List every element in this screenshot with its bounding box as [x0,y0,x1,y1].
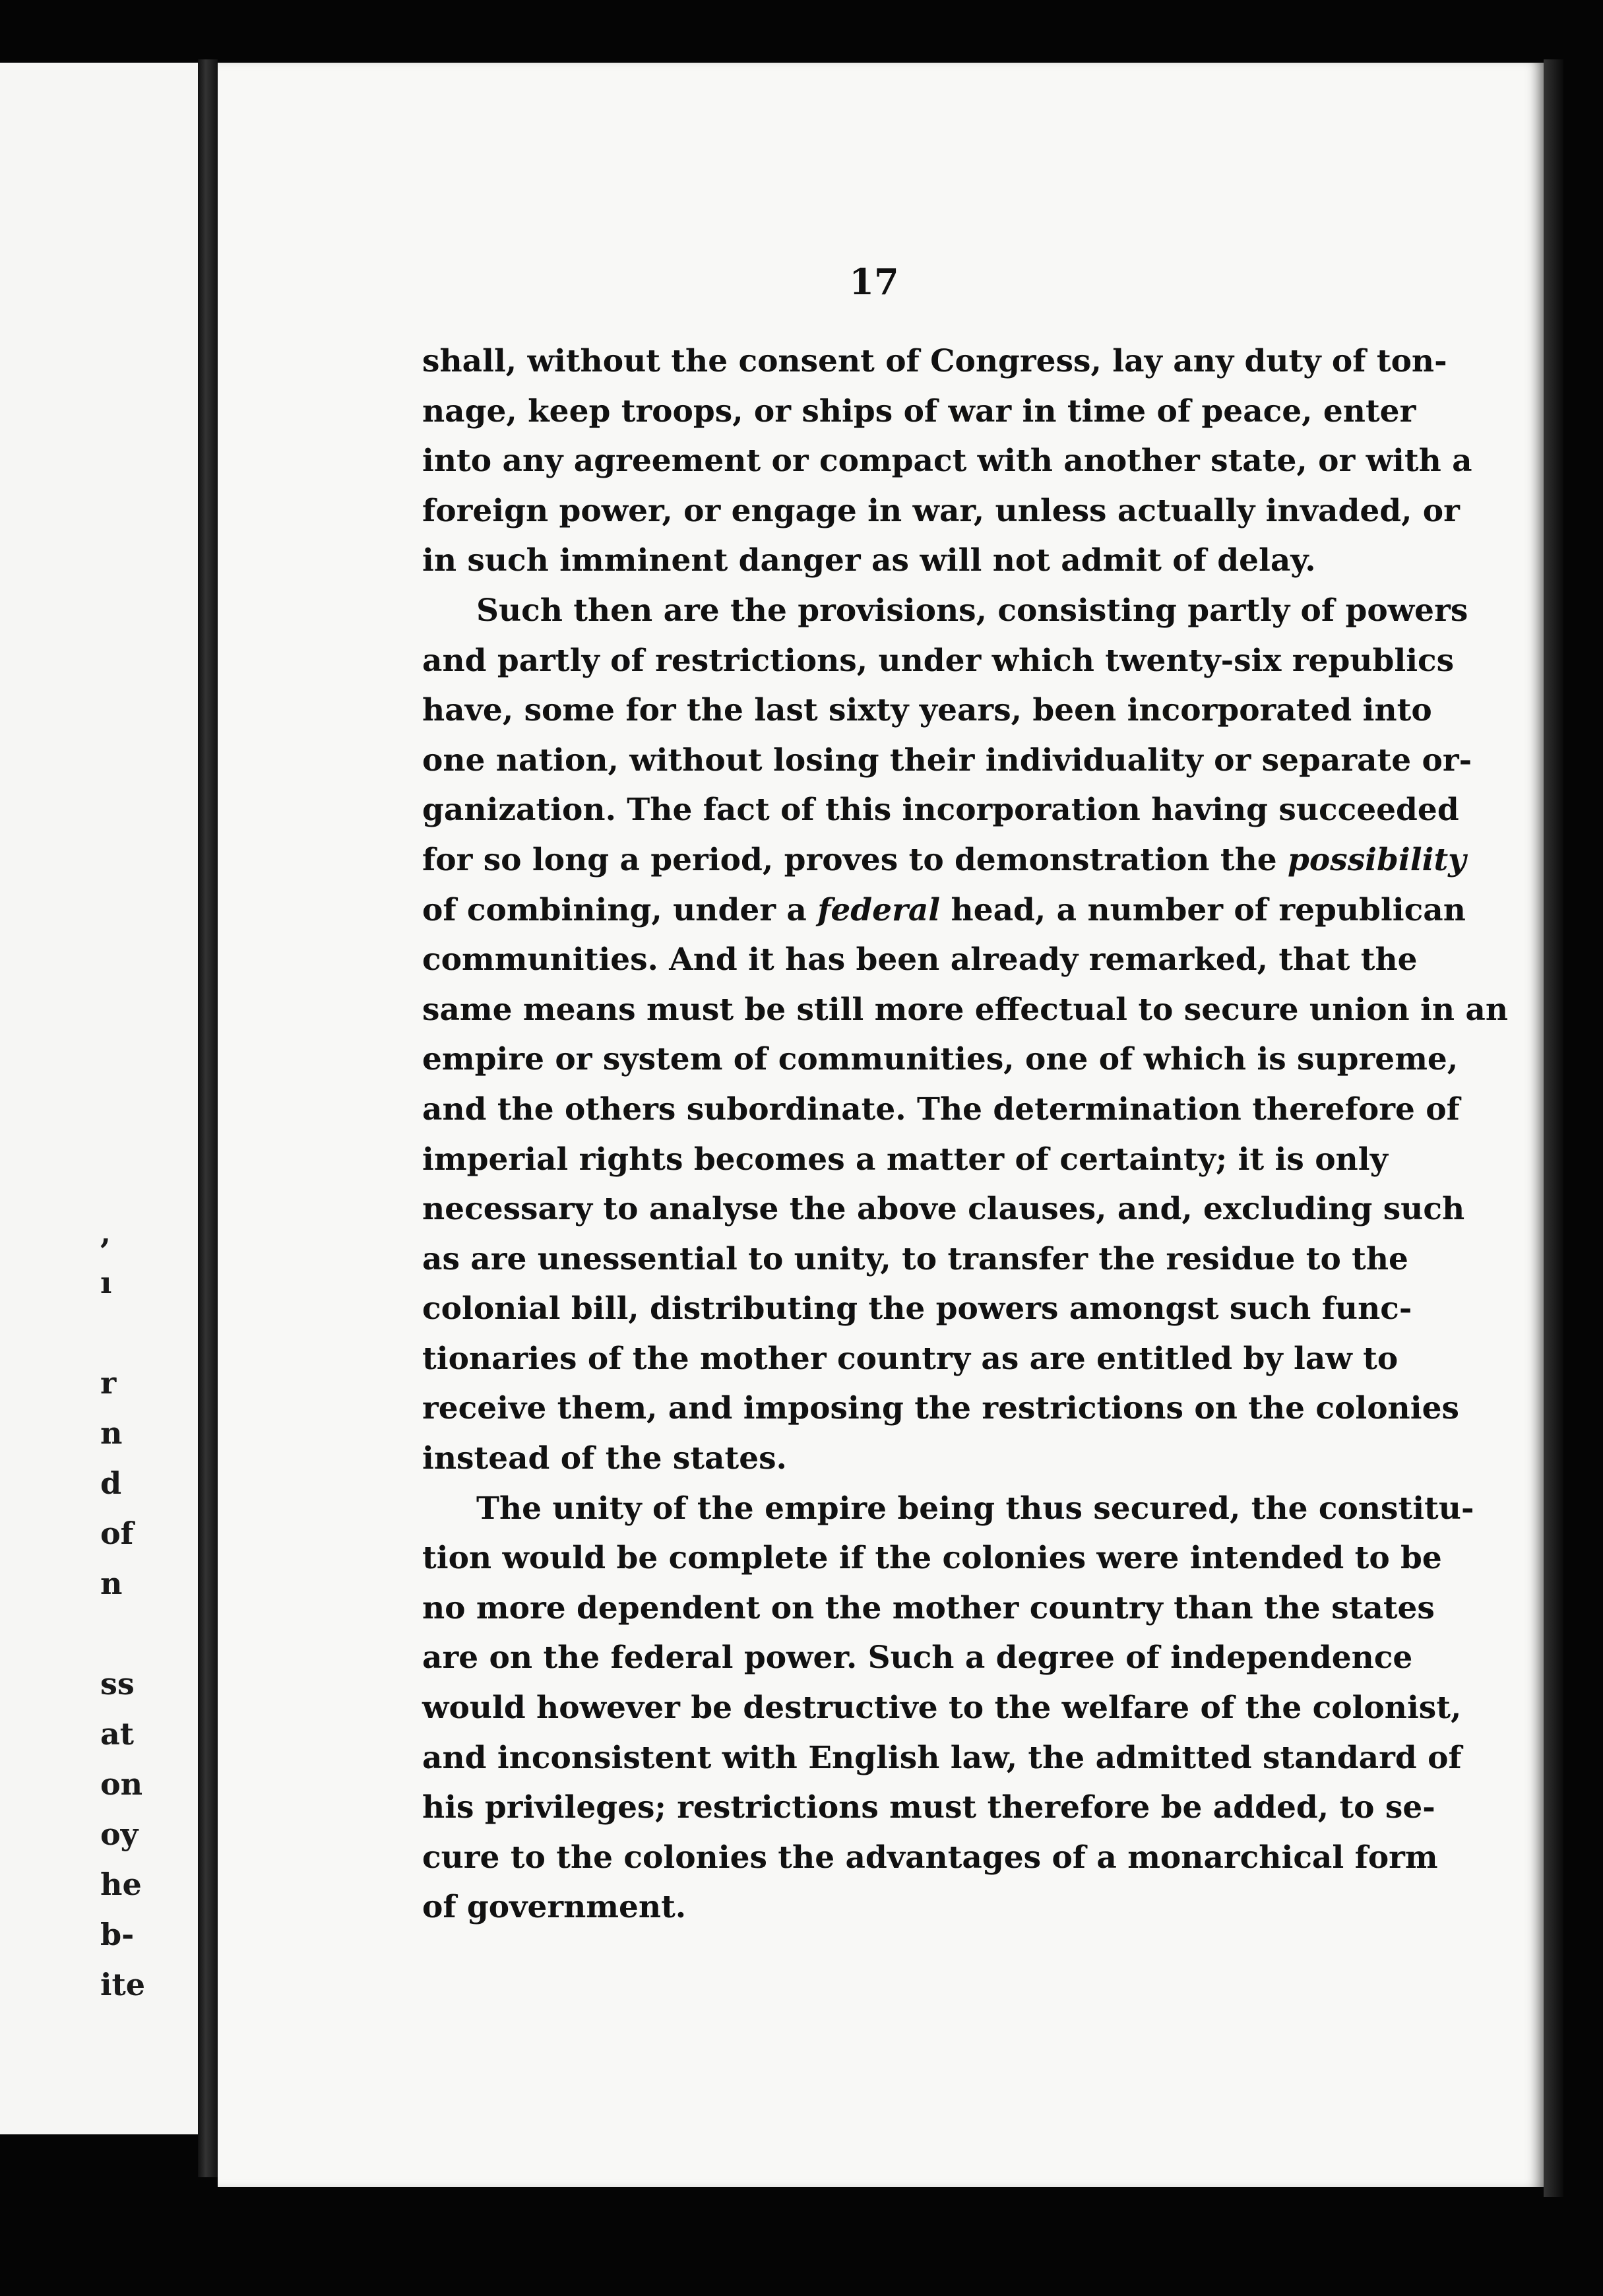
text-line: of combining, under a federal head, a number of republican [422,891,1466,928]
fragment [100,1609,179,1659]
text-line: are on the federal power. Such a degree of independence [422,1640,1413,1676]
paragraph [422,336,1472,586]
page-number: 17 [849,261,899,303]
text-line: instead of the states. [422,1440,787,1477]
text-line: as are unessential to unity, to transfer the residue to the [422,1240,1408,1277]
book-page [218,63,1544,2187]
text-line: receive them, and imposing the restrictions on the colonies [422,1390,1459,1427]
text-line: colonial bill, distributing the powers amongst such func- [422,1291,1412,1327]
page-edge-shadow [1544,59,1563,2197]
paragraph [422,586,1509,1484]
text-line: communities. And it has been already remarked, that the [422,941,1418,978]
fragment [100,1308,179,1358]
fragment: of [100,1515,134,1551]
text-line: and partly of restrictions, under which twenty-six republics [422,642,1455,679]
book-spine [198,59,218,2177]
italic-word: possibility [1288,841,1466,878]
text-line: tion would be complete if the colonies were intended to be [422,1540,1442,1577]
text-line: no more dependent on the mother country than the states [422,1589,1435,1626]
text-line: would however be destructive to the welfare of the colonist, [422,1690,1462,1727]
fragment: r [100,1365,117,1401]
text-line: his privileges; restrictions must therefore be added, to se- [422,1789,1435,1826]
text-line: cure to the colonies the advantages of a monarchical form [422,1839,1438,1876]
fragment: on [100,1766,143,1802]
fragment: , [100,1215,111,1250]
fragment: oy [100,1816,139,1852]
previous-page-text-fragments [100,1207,179,2010]
text-line: The unity of the empire being thus secured, the constitu- [476,1490,1474,1527]
text-line: in such imminent danger as will not admit of delay. [422,542,1316,579]
text-line: empire or system of communities, one of which is supreme, [422,1041,1459,1078]
text-line: into any agreement or compact with another state, or with a [422,443,1472,480]
text-line: shall, without the consent of Congress, lay any duty of ton- [422,343,1447,379]
paragraph [422,1484,1474,1932]
body-text [422,336,1509,1932]
fragment: b- [100,1917,135,1952]
fragment: ss [100,1666,135,1702]
text-line: Such then are the provisions, consisting partly of powers [476,592,1468,629]
text-line: and inconsistent with English law, the admitted standard of [422,1739,1462,1776]
previous-page-edge [0,63,201,2134]
fragment: d [100,1465,122,1501]
fragment: n [100,1566,123,1601]
fragment: ı [100,1265,112,1300]
fragment: he [100,1866,142,1902]
text-line: imperial rights becomes a matter of certainty; it is only [422,1141,1388,1178]
text-line: one nation, without losing their individuality or separate or- [422,742,1472,779]
italic-word: federal [817,891,941,928]
text-line: tionaries of the mother country as are entitled by law to [422,1340,1399,1377]
text-line: for so long a period, proves to demonstration the possibility [422,841,1466,878]
text-line: and the others subordinate. The determination therefore of [422,1091,1460,1128]
text-line: have, some for the last sixty years, been incorporated into [422,692,1432,729]
text-line: nage, keep troops, or ships of war in time of peace, enter [422,393,1416,430]
text-line: same means must be still more effectual to secure union in an [422,991,1509,1028]
text-line: necessary to analyse the above clauses, and, excluding such [422,1191,1465,1228]
text-line: of government. [422,1889,687,1926]
fragment: n [100,1415,123,1451]
fragment: ite [100,1967,145,2002]
fragment: at [100,1716,135,1752]
text-line: foreign power, or engage in war, unless actually invaded, or [422,492,1460,529]
text-line: ganization. The fact of this incorporation having succeeded [422,792,1459,829]
